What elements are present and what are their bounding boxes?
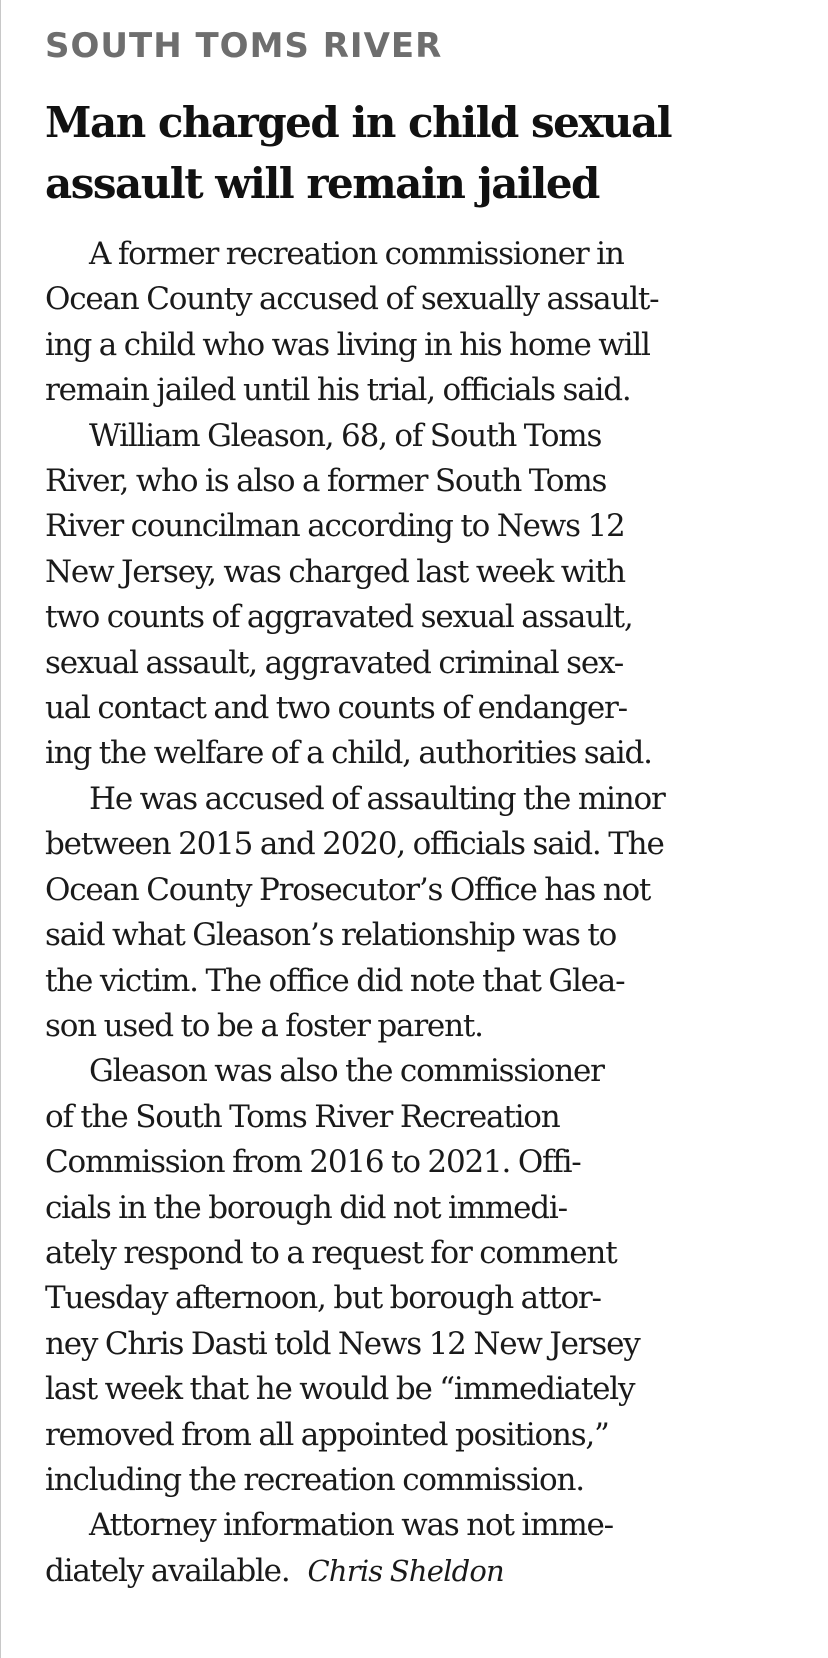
- paragraph-line: the victim. The office did note that Glea-: [45, 962, 625, 999]
- paragraph-line: ing the welfare of a child, authorities said.: [45, 735, 652, 772]
- column-rule: [0, 0, 1, 1658]
- paragraph-line: Ocean County accused of sexually assault-: [45, 281, 659, 318]
- byline: Chris Sheldon: [307, 1553, 504, 1588]
- paragraph-line: son used to be a foster parent.: [45, 1007, 483, 1044]
- paragraph-line: Gleason was also the commissioner: [89, 1053, 604, 1090]
- paragraph-line: diately available.: [45, 1552, 290, 1589]
- paragraph-line: ual contact and two counts of endanger-: [45, 690, 627, 727]
- paragraph-line: New Jersey, was charged last week with: [45, 553, 625, 590]
- headline-line: assault will remain jailed: [45, 159, 599, 208]
- paragraph-line: two counts of aggravated sexual assault,: [45, 599, 633, 636]
- paragraph-line: ately respond to a request for comment: [45, 1234, 617, 1271]
- paragraph-line: River councilman according to News 12: [45, 508, 625, 545]
- paragraph-line: including the recreation commission.: [45, 1461, 584, 1498]
- paragraph-line: removed from all appointed positions,”: [45, 1416, 609, 1453]
- headline-line: Man charged in child sexual: [45, 98, 672, 147]
- headline: [45, 92, 765, 214]
- paragraph-line: River, who is also a former South Toms: [45, 463, 607, 500]
- paragraph-line: Attorney information was not imme-: [89, 1507, 613, 1544]
- section-kicker: SOUTH TOMS RIVER: [45, 26, 443, 66]
- paragraph-line: Commission from 2016 to 2021. Offi-: [45, 1144, 581, 1181]
- paragraph-line: said what Gleason’s relationship was to: [45, 917, 617, 954]
- paragraph-line: remain jailed until his trial, officials said.: [45, 372, 631, 409]
- last-line: [45, 1549, 795, 1594]
- paragraph-line: last week that he would be “immediately: [45, 1371, 635, 1408]
- paragraph-line: William Gleason, 68, of South Toms: [89, 417, 602, 454]
- paragraph-line: sexual assault, aggravated criminal sex-: [45, 644, 624, 681]
- paragraph-line: Ocean County Prosecutor’s Office has not: [45, 871, 651, 908]
- paragraph-line: Tuesday afternoon, but borough attor-: [45, 1280, 601, 1317]
- paragraph-line: He was accused of assaulting the minor: [89, 780, 665, 817]
- paragraph-line: ing a child who was living in his home will: [45, 326, 650, 363]
- article-body: [45, 232, 795, 1594]
- paragraph-line: of the South Toms River Recreation: [45, 1098, 560, 1135]
- paragraph-line: A former recreation commissioner in: [89, 236, 624, 272]
- article: [45, 0, 795, 1594]
- paragraph-line: ney Chris Dasti told News 12 New Jersey: [45, 1325, 640, 1362]
- paragraph-line: cials in the borough did not immedi-: [45, 1189, 567, 1226]
- paragraph-line: between 2015 and 2020, officials said. The: [45, 826, 664, 863]
